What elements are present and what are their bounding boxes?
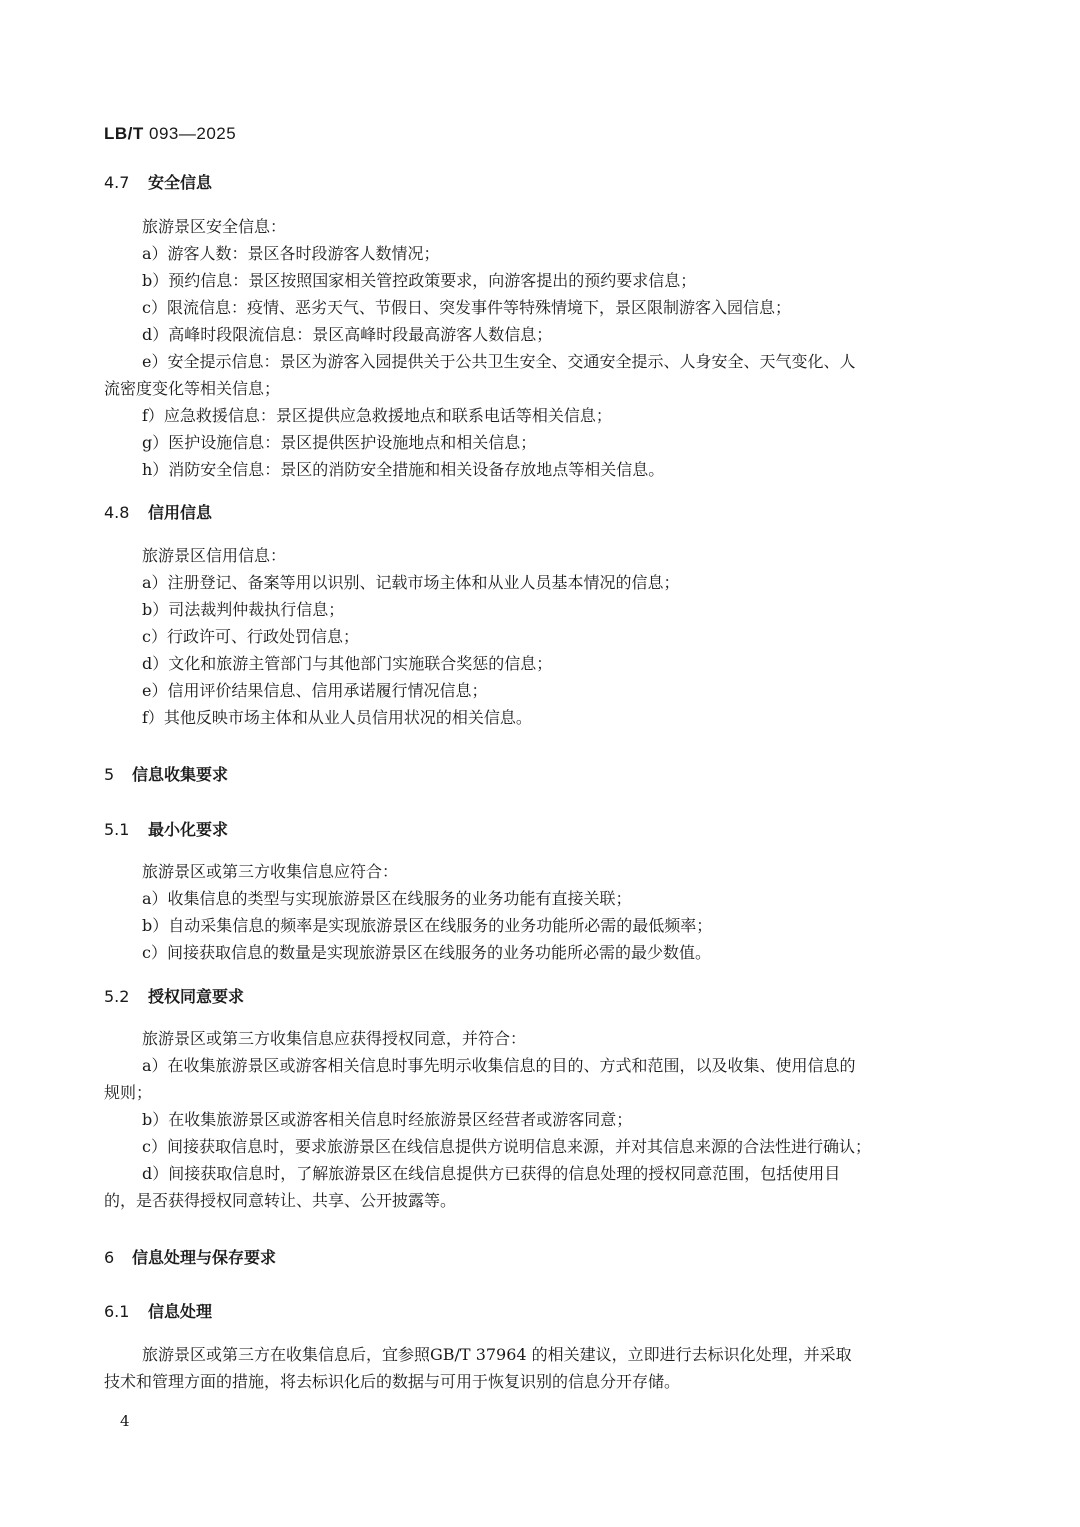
- list-item: g）医护设施信息：景区提供医护设施地点和相关信息；: [142, 433, 537, 452]
- list-item: c）行政许可、行政处罚信息；: [142, 627, 359, 646]
- heading-number: 6.1: [104, 1302, 130, 1321]
- heading-title: 信息处理: [148, 1302, 213, 1321]
- heading-6: [104, 1245, 276, 1268]
- list-item: a）注册登记、备案等用以识别、记载市场主体和从业人员基本情况的信息；: [142, 573, 680, 592]
- heading-number: 6: [104, 1248, 115, 1267]
- list-item-continuation: 流密度变化等相关信息；: [104, 379, 281, 398]
- heading-title: 信息处理与保存要求: [132, 1248, 277, 1267]
- list-item: e）安全提示信息：景区为游客入园提供关于公共卫生安全、交通安全提示、人身安全、天气变化、人: [142, 352, 856, 371]
- list-item: b）自动采集信息的频率是实现旅游景区在线服务的业务功能所必需的最低频率；: [142, 916, 713, 935]
- heading-title: 信用信息: [148, 503, 213, 522]
- list-item: f）其他反映市场主体和从业人员信用状况的相关信息。: [142, 708, 532, 727]
- paragraph: 旅游景区或第三方收集信息应符合：: [142, 862, 399, 881]
- list-item: a）收集信息的类型与实现旅游景区在线服务的业务功能有直接关联；: [142, 889, 632, 908]
- heading-number: 5.1: [104, 820, 130, 839]
- list-item: c）间接获取信息时，要求旅游景区在线信息提供方说明信息来源，并对其信息来源的合法性进行确认；: [142, 1137, 871, 1156]
- list-item: e）信用评价结果信息、信用承诺履行情况信息；: [142, 681, 488, 700]
- heading-number: 4.8: [104, 503, 130, 522]
- list-item: h）消防安全信息：景区的消防安全措施和相关设备存放地点等相关信息。: [142, 460, 665, 479]
- heading-title: 信息收集要求: [132, 765, 229, 784]
- paragraph: 旅游景区安全信息：: [142, 217, 287, 236]
- heading-title: 最小化要求: [148, 820, 229, 839]
- list-item: d）间接获取信息时，了解旅游景区在线信息提供方已获得的信息处理的授权同意范围，包括使用目: [142, 1164, 841, 1183]
- list-item: b）司法裁判仲裁执行信息；: [142, 600, 345, 619]
- heading-4-8: [104, 500, 212, 523]
- heading-5-2: [104, 984, 244, 1007]
- heading-5-1: [104, 817, 228, 840]
- paragraph-continuation: 技术和管理方面的措施，将去标识化后的数据与可用于恢复识别的信息分开存储。: [104, 1372, 681, 1391]
- list-item-continuation: 的，是否获得授权同意转让、共享、公开披露等。: [104, 1191, 457, 1210]
- list-item: b）预约信息：景区按照国家相关管控政策要求，向游客提出的预约要求信息；: [142, 271, 697, 290]
- list-item: c）限流信息：疫情、恶劣天气、节假日、突发事件等特殊情境下，景区限制游客入园信息；: [142, 298, 791, 317]
- standard-header: [104, 124, 236, 144]
- heading-number: 5: [104, 765, 115, 784]
- list-item: c）间接获取信息的数量是实现旅游景区在线服务的业务功能所必需的最少数值。: [142, 943, 711, 962]
- standard-number: 093—2025: [149, 124, 237, 143]
- list-item: f）应急救援信息：景区提供应急救援地点和联系电话等相关信息；: [142, 406, 612, 425]
- list-item: b）在收集旅游景区或游客相关信息时经旅游景区经营者或游客同意；: [142, 1110, 633, 1129]
- heading-title: 授权同意要求: [148, 987, 245, 1006]
- page-number: 4: [120, 1412, 130, 1430]
- list-item: d）高峰时段限流信息：景区高峰时段最高游客人数信息；: [142, 325, 553, 344]
- heading-4-7: [104, 170, 212, 193]
- heading-number: 5.2: [104, 987, 130, 1006]
- heading-title: 安全信息: [148, 173, 213, 192]
- paragraph: 旅游景区或第三方在收集信息后，宜参照GB/T 37964 的相关建议，立即进行去标识化处理，并采取: [142, 1345, 852, 1364]
- heading-number: 4.7: [104, 173, 130, 192]
- list-item: a）游客人数：景区各时段游客人数情况；: [142, 244, 440, 263]
- standard-code: LB/T: [104, 124, 144, 143]
- paragraph: 旅游景区信用信息：: [142, 546, 287, 565]
- list-item-continuation: 规则；: [104, 1083, 153, 1102]
- list-item: a）在收集旅游景区或游客相关信息时事先明示收集信息的目的、方式和范围，以及收集、使用信息的: [142, 1056, 856, 1075]
- list-item: d）文化和旅游主管部门与其他部门实施联合奖惩的信息；: [142, 654, 553, 673]
- paragraph: 旅游景区或第三方收集信息应获得授权同意，并符合：: [142, 1029, 527, 1048]
- heading-5: [104, 762, 228, 785]
- heading-6-1: [104, 1299, 212, 1322]
